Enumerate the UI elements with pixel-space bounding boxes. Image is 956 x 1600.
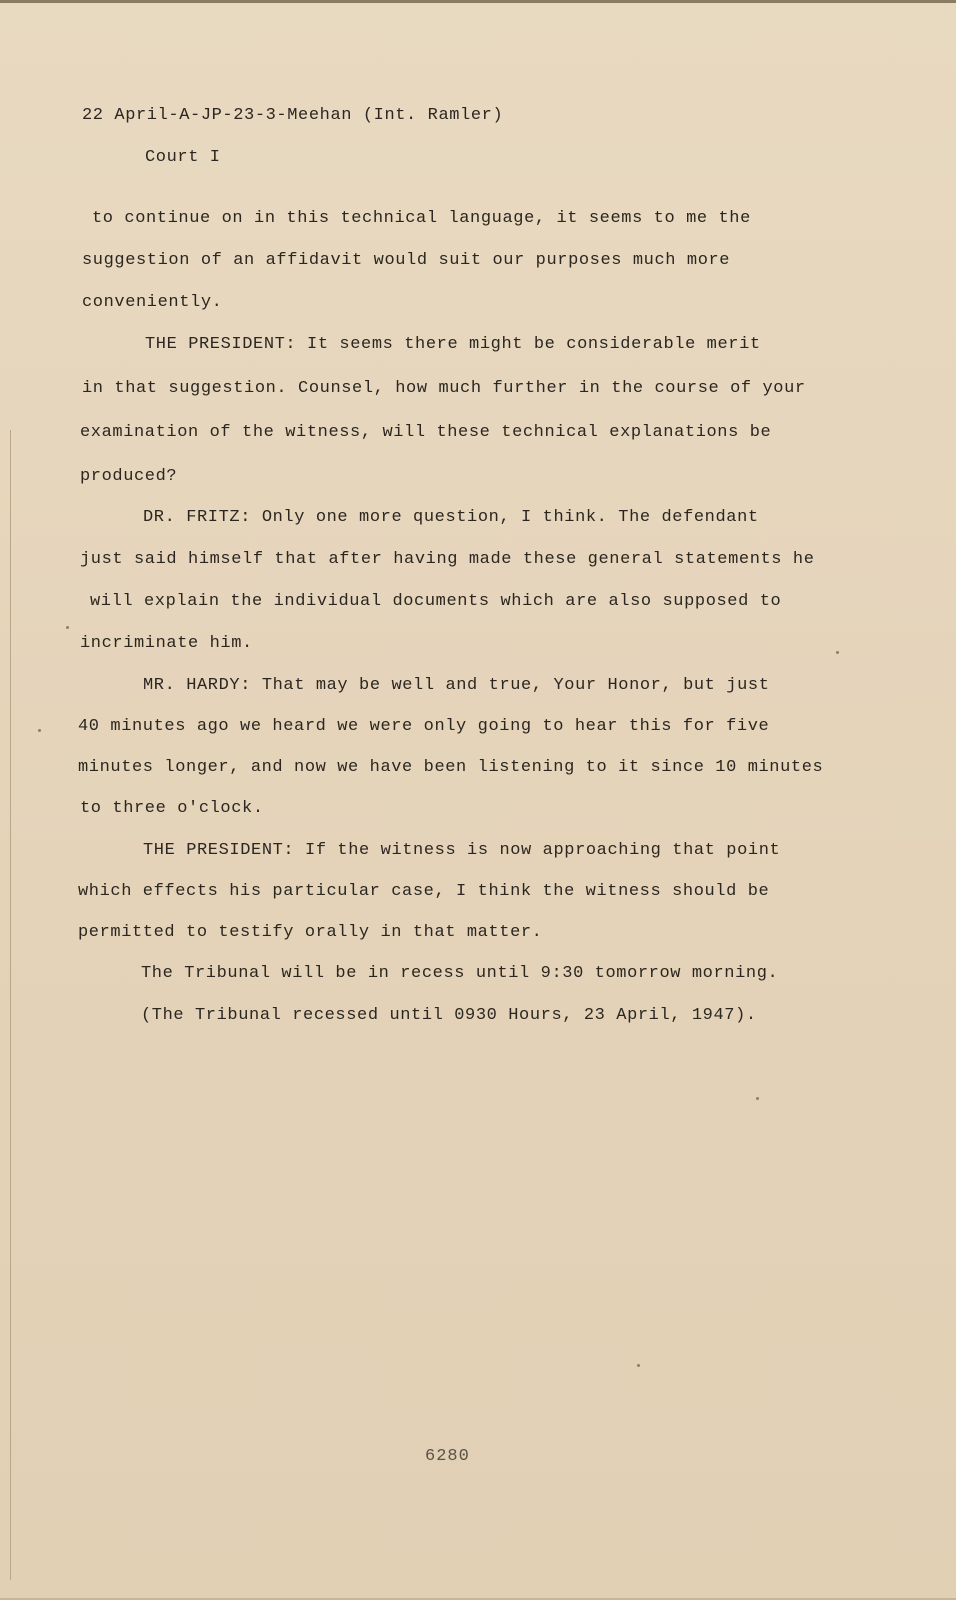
page-number: 6280: [425, 1447, 470, 1466]
header-reference: 22 April-A-JP-23-3-Meehan (Int. Ramler): [82, 106, 504, 125]
text-line: will explain the individual documents which are also supposed to: [90, 592, 782, 611]
text-line: incriminate him.: [80, 634, 253, 653]
text-line: 40 minutes ago we heard we were only going to hear this for five: [78, 717, 770, 736]
recess-note: (The Tribunal recessed until 0930 Hours, 23 April, 1947).: [141, 1006, 757, 1025]
text-line: which effects his particular case, I think the witness should be: [78, 882, 770, 901]
text-line: conveniently.: [82, 293, 223, 312]
text-line: The Tribunal will be in recess until 9:30 tomorrow morning.: [141, 964, 779, 983]
court-label: Court I: [145, 148, 221, 167]
text-line: produced?: [80, 467, 178, 486]
text-line: to three o'clock.: [80, 799, 264, 818]
paper-speck: [637, 1364, 640, 1367]
text-line: examination of the witness, will these technical explanations be: [80, 423, 772, 442]
paper-speck: [836, 651, 839, 654]
speaker-line: MR. HARDY: That may be well and true, Your Honor, but just: [143, 676, 770, 695]
paper-speck: [66, 626, 69, 629]
page-top-edge: [0, 0, 956, 3]
text-line: permitted to testify orally in that matter.: [78, 923, 543, 942]
paper-speck: [38, 729, 41, 732]
speaker-line: THE PRESIDENT: If the witness is now approaching that point: [143, 841, 781, 860]
speaker-line: THE PRESIDENT: It seems there might be considerable merit: [145, 335, 761, 354]
text-line: just said himself that after having made these general statements he: [80, 550, 815, 569]
paper-speck: [756, 1097, 759, 1100]
page-left-edge: [10, 430, 11, 1580]
speaker-line: DR. FRITZ: Only one more question, I think. The defendant: [143, 508, 759, 527]
text-line: to continue on in this technical language, it seems to me the: [92, 209, 751, 228]
text-line: minutes longer, and now we have been listening to it since 10 minutes: [78, 758, 824, 777]
text-line: suggestion of an affidavit would suit our purposes much more: [82, 251, 731, 270]
text-line: in that suggestion. Counsel, how much further in the course of your: [82, 379, 806, 398]
